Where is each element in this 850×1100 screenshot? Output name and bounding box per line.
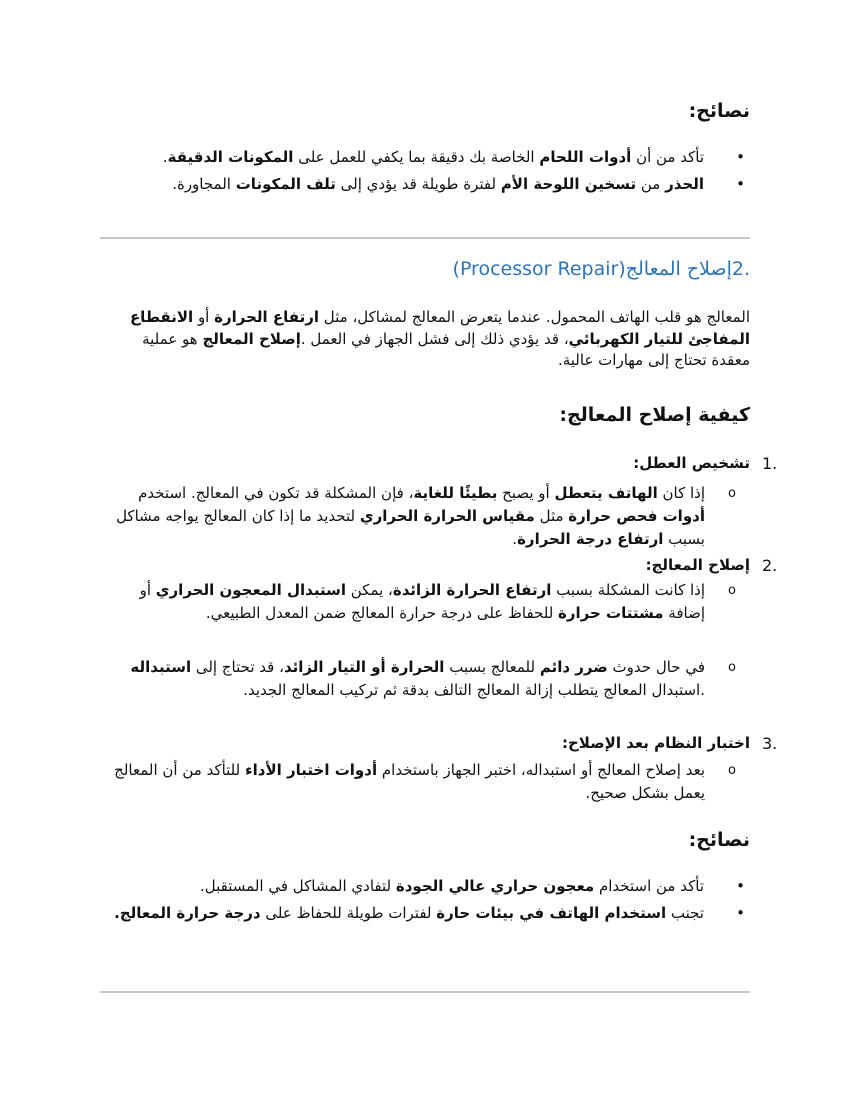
bold-text-run: ارتفاع الحرارة الزائدة: [392, 581, 552, 599]
text-run: تأكد من أن: [631, 148, 704, 166]
bold-text-run: درجة حرارة المعالج.: [114, 904, 261, 922]
bold-text-run: الانقطاع المفاجئ للتيار الكهربائي: [129, 308, 750, 348]
text-run: للحفاظ على درجة حرارة المعالج ضمن المعدل الطبيعي.: [205, 604, 559, 622]
circle-bullet-icon: o: [728, 486, 736, 501]
text-run: لتفادي المشاكل في المستقبل.: [200, 877, 396, 895]
section-divider-1: [100, 237, 750, 239]
tips2-item-2: [99, 903, 745, 925]
tips1-item-2-text: [172, 175, 704, 193]
bold-text-run: تسخين اللوحة الأم: [500, 175, 637, 193]
text-run: لفترة طويلة قد يؤدي إلى: [335, 175, 501, 193]
step-2-title: إصلاح المعالج:: [645, 556, 750, 574]
text-run: للتأكد من أن المعالج يعمل بشكل صحيح.: [114, 761, 705, 802]
text-run: أو يصبح: [497, 484, 555, 502]
bold-text-run: ضرر دائم: [539, 658, 608, 676]
bold-text-run: الهاتف يتعطل: [554, 484, 658, 502]
bold-text-run: استبدال المعجون الحراري: [155, 581, 346, 599]
tips1-item-2: [99, 174, 745, 196]
circle-bullet-icon: o: [728, 763, 736, 778]
text-run: أو: [193, 308, 215, 326]
section-intro-text: [130, 308, 750, 369]
bold-text-run: ارتفاع الحرارة: [214, 308, 319, 326]
bold-text-run: الحذر: [665, 175, 704, 193]
text-run: هو عملية معقدة تحتاج إلى مهارات عالية.: [142, 329, 750, 369]
section-intro: [100, 307, 750, 372]
bold-text-run: الحرارة أو التيار الزائد: [283, 658, 445, 676]
bold-text-run: إصلاح المعالج: [202, 329, 301, 348]
tips1-item-1: [99, 147, 745, 169]
bold-text-run: أدوات اختبار الأداء: [244, 761, 378, 779]
bold-text-run: معجون حراري عالي الجودة: [395, 877, 595, 895]
text-run: .: [162, 148, 168, 166]
bullet-icon: •: [736, 148, 745, 166]
step-2-sub-2-text: [130, 658, 705, 699]
text-run: لفترات طويلة للحفاظ على: [260, 904, 437, 922]
step-2-sub-1-text: [140, 581, 705, 622]
tips2-item-1: [99, 876, 745, 898]
text-run: المجاورة.: [172, 175, 236, 193]
step-1-title: تشخيص العطل:: [633, 454, 750, 472]
tips1-item-1-text: [163, 148, 704, 166]
step-3-title: اختبار النظام بعد الإصلاح:: [561, 734, 750, 752]
howto-heading: كيفية إصلاح المعالج:: [559, 404, 750, 426]
text-run: ، فإن المشكلة قد تكون في المعالج. استخدم: [138, 484, 414, 502]
step-3: [100, 733, 778, 755]
bold-text-run: ارتفاع درجة الحرارة: [517, 530, 664, 548]
bold-text-run: استخدام الهاتف في بيئات حارة: [436, 904, 667, 922]
step-1-sub-1: [99, 482, 736, 551]
tips2-item-1-text: [200, 877, 704, 895]
text-run: بعد إصلاح المعالج أو استبداله، اختبر الجهاز باستخدام: [377, 761, 705, 779]
text-run: تأكد من استخدام: [594, 877, 704, 895]
text-run: في حال حدوث: [607, 658, 705, 676]
text-run: من: [636, 175, 666, 193]
text-run: مثل: [534, 507, 569, 525]
circle-bullet-icon: o: [728, 660, 736, 675]
step-1: [100, 453, 778, 475]
step-3-number: 3.: [762, 734, 778, 753]
bold-text-run: المكونات الدقيقة: [167, 148, 294, 166]
section-divider-2: [100, 991, 750, 993]
text-run: المعالج هو قلب الهاتف المحمول. عندما يتعرض المعالج لمشاكل، مثل: [318, 308, 750, 326]
bullet-icon: •: [736, 877, 745, 895]
text-run: إذا كانت المشكلة بسبب: [551, 581, 705, 599]
step-2-number: 2.: [762, 556, 778, 575]
text-run: أو إضافة: [139, 581, 705, 622]
bullet-icon: •: [736, 175, 745, 193]
bold-text-run: مقياس الحرارة الحراري: [359, 507, 535, 525]
text-run: .استبدال المعالج يتطلب إزالة المعالج التالف بدقة ثم تركيب المعالج الجديد.: [243, 681, 705, 699]
text-run: ، قد يؤدي ذلك إلى فشل الجهاز في العمل .: [300, 329, 569, 348]
bold-text-run: مشتتات حرارة: [558, 604, 664, 622]
text-run: تجنب: [666, 904, 704, 922]
text-run: إذا كان: [657, 484, 705, 502]
text-run: للمعالج بسبب: [444, 658, 540, 676]
step-2-sub-1: [99, 579, 736, 625]
tips-heading-2: نصائح:: [688, 829, 750, 851]
bold-text-run: تلف المكونات: [235, 175, 336, 193]
step-1-sub-1-text: [116, 484, 705, 548]
bullet-icon: •: [736, 904, 745, 922]
tips2-item-2-text: [114, 904, 704, 922]
text-run: .: [512, 530, 518, 548]
step-1-number: 1.: [762, 454, 778, 473]
step-3-sub-1: [99, 759, 736, 805]
step-2: [100, 555, 778, 577]
text-run: لتحديد ما إذا كان المعالج يواجه مشاكل بسبب: [116, 507, 705, 548]
text-run: ، قد تحتاج إلى: [191, 658, 284, 676]
bold-text-run: أدوات فحص حرارة: [568, 507, 705, 525]
circle-bullet-icon: o: [728, 583, 736, 598]
step-3-sub-1-text: [114, 761, 705, 802]
text-run: الخاصة بك دقيقة بما يكفي للعمل على: [293, 148, 540, 166]
bold-text-run: بطيئًا للغاية: [413, 484, 498, 502]
bold-text-run: أدوات اللحام: [539, 148, 632, 166]
section-title: .2إصلاح المعالج(Processor Repair): [452, 258, 750, 280]
bold-text-run: استبداله: [130, 658, 192, 676]
text-run: ، يمكن: [345, 581, 393, 599]
tips-heading-1: نصائح:: [688, 100, 750, 122]
step-2-sub-2: [99, 656, 736, 702]
